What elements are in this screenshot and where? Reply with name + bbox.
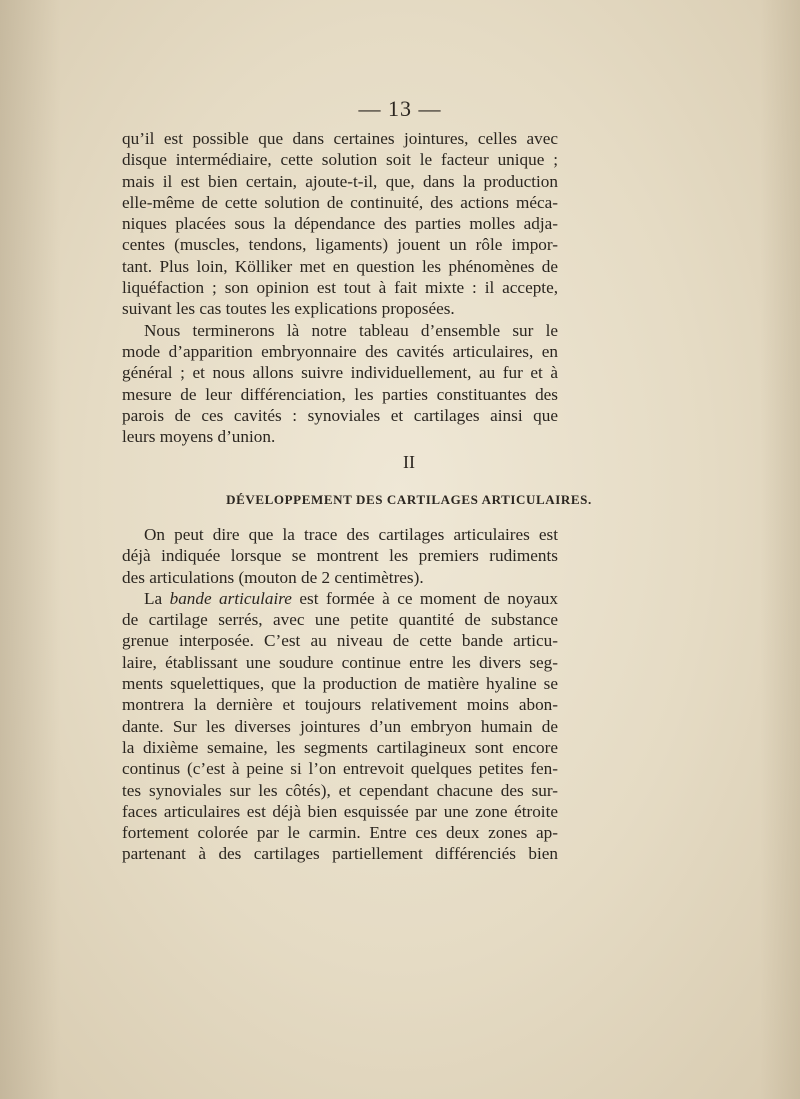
section-number: II [403, 452, 415, 472]
paragraph-1-line: niques placées sous la dépendance des parties molles adja- [122, 214, 558, 234]
paragraph-1-line: liquéfaction ; son opinion est tout à fait mixte : il accepte, [122, 278, 558, 298]
page-shadow-right [760, 0, 800, 1099]
paragraph-3-line: des articulations (mouton de 2 centimètres). [122, 567, 424, 587]
paragraph-1-line: centes (muscles, tendons, ligaments) jouent un rôle impor- [122, 235, 558, 255]
paragraph-4-line: dante. Sur les diverses jointures d’un embryon humain de [122, 716, 558, 736]
paragraph-2-line: mesure de leur différenciation, les parties constituantes des [122, 384, 558, 404]
paragraph-3-line: On peut dire que la trace des cartilages articulaires est [144, 525, 558, 544]
paragraph-3-line: déjà indiquée lorsque se montrent les premiers rudiments [122, 546, 558, 566]
paragraph-2-line: leurs moyens d’union. [122, 427, 276, 447]
paragraph-4-line: partenant à des cartilages partiellement différenciés bien [122, 844, 558, 864]
page-shadow-left [0, 0, 60, 1099]
paragraph-4-line: ments squelettiques, que la production de matière hyaline se [122, 674, 558, 694]
paragraph-4-prefix: La [144, 588, 170, 608]
paragraph-4-line: continus (c’est à peine si l’on entrevoit quelques petites fen- [122, 759, 558, 779]
paragraph-1-line: qu’il est possible que dans certaines jointures, celles avec [122, 129, 558, 148]
paragraph-1-line: suivant les cas toutes les explications proposées. [122, 299, 455, 319]
paragraph-4-line: grenue interposée. C’est au niveau de cette bande articu- [122, 631, 558, 651]
paragraph-4-line: laire, établissant une soudure continue entre les divers seg- [122, 652, 558, 672]
paragraph-4-line: la dixième semaine, les segments cartilagineux sont encore [122, 737, 558, 757]
paragraph-4-line: de cartilage serrés, avec une petite quantité de substance [122, 610, 558, 630]
text-block-bottom [122, 524, 558, 865]
section-heading: DÉVELOPPEMENT DES CARTILAGES ARTICULAIRES. [226, 492, 592, 507]
paragraph-4-line: faces articulaires est déjà bien esquissée par une zone étroite [122, 801, 558, 821]
paragraph-1-line: disque intermédiaire, cette solution soit le facteur unique ; [122, 150, 558, 170]
paragraph-1-line: elle-même de cette solution de continuité, des actions méca- [122, 192, 558, 212]
paragraph-4-line: tes synoviales sur les côtés), et cependant chacune des sur- [122, 780, 558, 800]
paragraph-2-line: parois de ces cavités : synoviales et cartilages ainsi que [122, 405, 558, 425]
paragraph-2-line: mode d’apparition embryonnaire des cavités articulaires, en [122, 341, 558, 361]
paragraph-4-line: fortement colorée par le carmin. Entre ces deux zones ap- [122, 823, 558, 843]
paragraph-2-line: Nous terminerons là notre tableau d’ensemble sur le [144, 320, 558, 340]
paragraph-1-line: mais il est bien certain, ajoute-t-il, que, dans la production [122, 171, 558, 191]
paragraph-4-suffix: est formée à ce moment de noyaux [291, 588, 558, 608]
italic-term: bande articulaire [169, 588, 292, 608]
paragraph-4-line: montrera la dernière et toujours relativement moins abon- [122, 695, 558, 715]
page-number: — 13 — [358, 96, 442, 121]
paragraph-1-line: tant. Plus loin, Kölliker met en question les phénomènes de [122, 256, 558, 276]
text-block-top [122, 128, 558, 447]
paragraph-2-line: général ; et nous allons suivre individuellement, au fur et à [122, 363, 558, 383]
paragraph-4-first-line [122, 588, 558, 609]
